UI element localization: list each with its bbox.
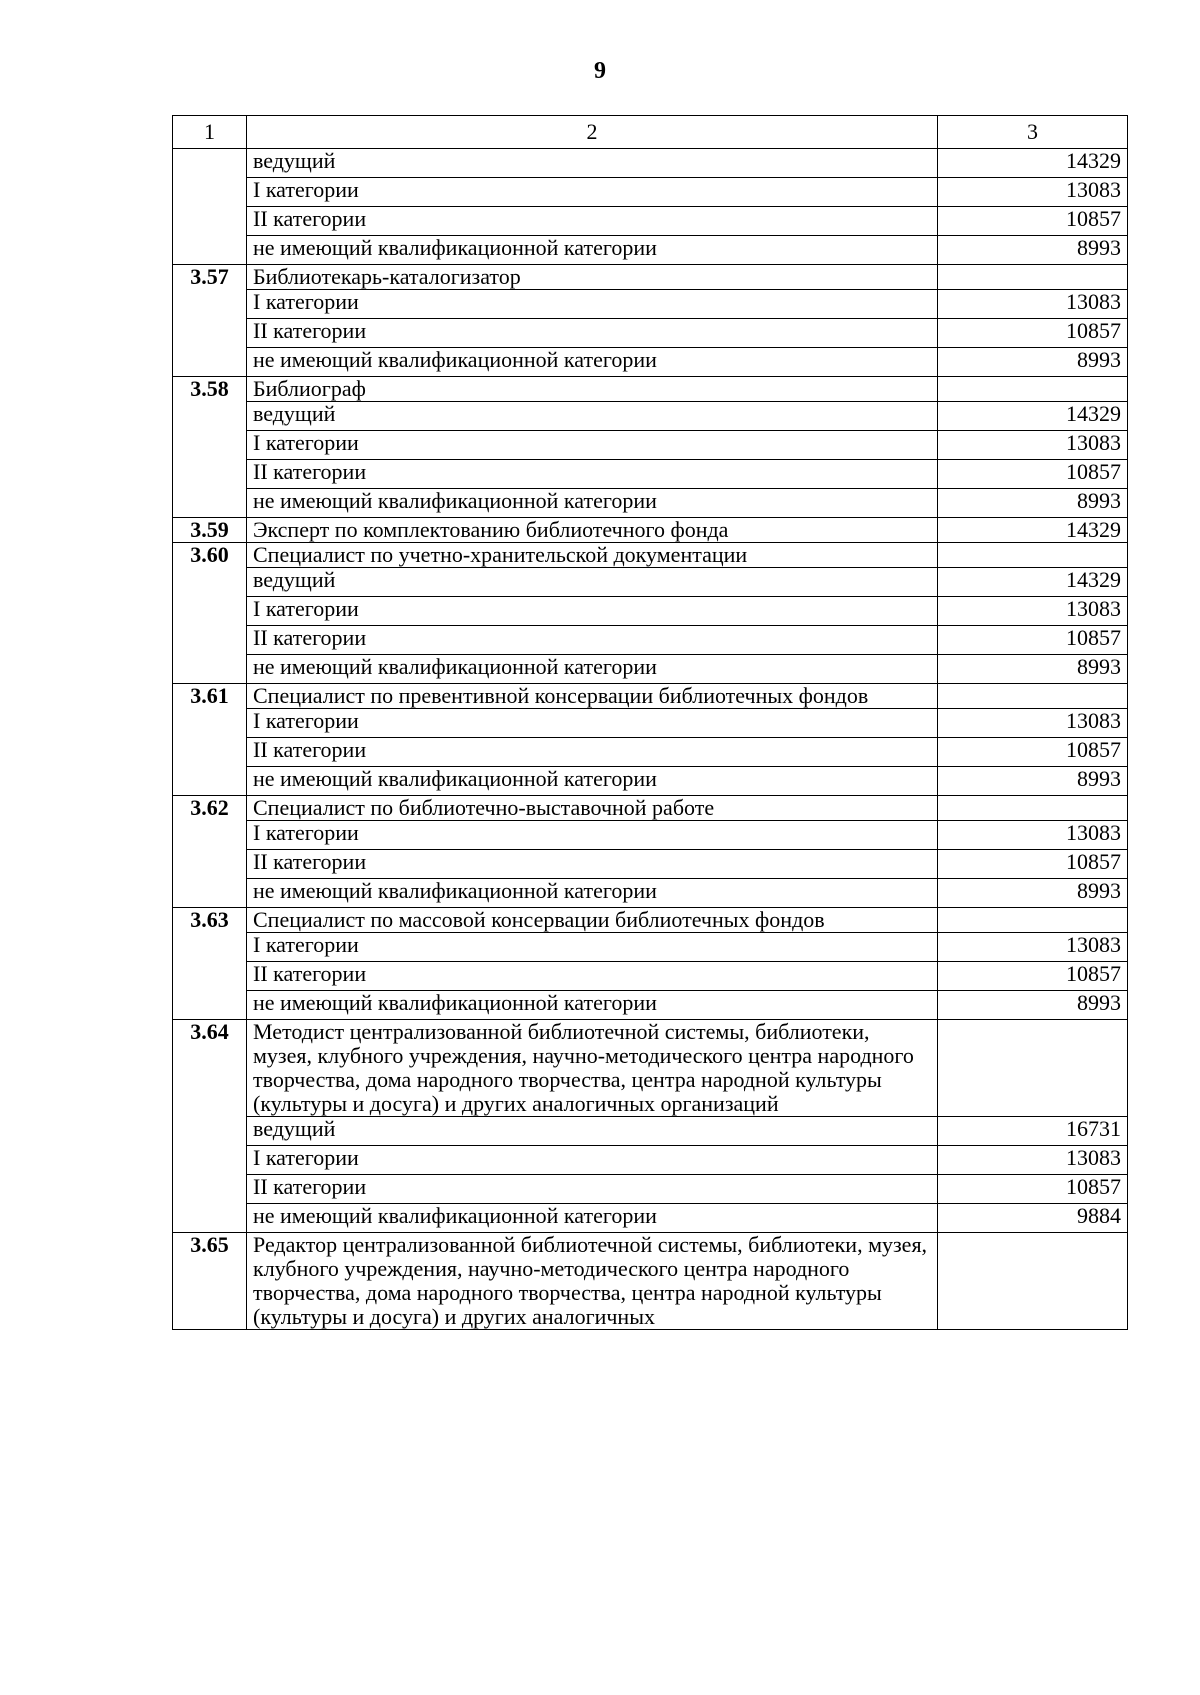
sub-row bbox=[173, 207, 1128, 236]
sub-row-value: 10857 bbox=[938, 962, 1128, 991]
sub-row-label: ведущий bbox=[247, 402, 938, 431]
entry-row bbox=[173, 684, 1128, 709]
sub-row-value: 8993 bbox=[938, 655, 1128, 684]
entry-number: 3.58 bbox=[173, 377, 247, 518]
entry-number-cell bbox=[173, 149, 247, 265]
sub-row bbox=[173, 1146, 1128, 1175]
entry-name: Специалист по массовой консервации библиотечных фондов bbox=[247, 908, 938, 933]
sub-row bbox=[173, 933, 1128, 962]
sub-row-label: не имеющий квалификационной категории bbox=[247, 879, 938, 908]
sub-row-value: 14329 bbox=[938, 149, 1128, 178]
sub-row-label: II категории bbox=[247, 460, 938, 489]
page-number: 9 bbox=[594, 58, 606, 84]
sub-row-value: 14329 bbox=[938, 568, 1128, 597]
entry-value bbox=[938, 543, 1128, 568]
sub-row-label: II категории bbox=[247, 319, 938, 348]
sub-row-value: 13083 bbox=[938, 1146, 1128, 1175]
entry-name: Библиотекарь-каталогизатор bbox=[247, 265, 938, 290]
sub-row-label: I категории bbox=[247, 431, 938, 460]
sub-row bbox=[173, 236, 1128, 265]
sub-row bbox=[173, 402, 1128, 431]
sub-row-value: 16731 bbox=[938, 1117, 1128, 1146]
sub-row bbox=[173, 149, 1128, 178]
sub-row bbox=[173, 489, 1128, 518]
sub-row-value: 13083 bbox=[938, 290, 1128, 319]
sub-row bbox=[173, 431, 1128, 460]
sub-row bbox=[173, 1117, 1128, 1146]
sub-row-value: 10857 bbox=[938, 626, 1128, 655]
entry-name: Специалист по учетно-хранительской документации bbox=[247, 543, 938, 568]
entry-row bbox=[173, 377, 1128, 402]
sub-row-value: 8993 bbox=[938, 767, 1128, 796]
sub-row-label: ведущий bbox=[247, 149, 938, 178]
sub-row-value: 13083 bbox=[938, 597, 1128, 626]
entry-name: Библиограф bbox=[247, 377, 938, 402]
sub-row-value: 9884 bbox=[938, 1204, 1128, 1233]
sub-row-label: I категории bbox=[247, 709, 938, 738]
sub-row-value: 8993 bbox=[938, 991, 1128, 1020]
sub-row-label: II категории bbox=[247, 1175, 938, 1204]
sub-row bbox=[173, 1175, 1128, 1204]
entry-value bbox=[938, 796, 1128, 821]
entry-value bbox=[938, 1233, 1128, 1330]
entry-value bbox=[938, 1020, 1128, 1117]
sub-row bbox=[173, 290, 1128, 319]
entry-row bbox=[173, 1020, 1128, 1117]
column-header-3: 3 bbox=[938, 116, 1128, 149]
sub-row-label: ведущий bbox=[247, 568, 938, 597]
entry-number: 3.62 bbox=[173, 796, 247, 908]
sub-row bbox=[173, 1204, 1128, 1233]
sub-row-label: I категории bbox=[247, 1146, 938, 1175]
sub-row-value: 10857 bbox=[938, 1175, 1128, 1204]
sub-row-label: не имеющий квалификационной категории bbox=[247, 236, 938, 265]
entry-value bbox=[938, 265, 1128, 290]
sub-row bbox=[173, 879, 1128, 908]
sub-row-label: I категории bbox=[247, 290, 938, 319]
sub-row-value: 10857 bbox=[938, 850, 1128, 879]
sub-row-label: II категории bbox=[247, 207, 938, 236]
sub-row-label: I категории bbox=[247, 933, 938, 962]
sub-row-value: 14329 bbox=[938, 402, 1128, 431]
sub-row-label: ведущий bbox=[247, 1117, 938, 1146]
entry-row bbox=[173, 1233, 1128, 1330]
table-body bbox=[173, 116, 1128, 1330]
sub-row bbox=[173, 460, 1128, 489]
sub-row-label: не имеющий квалификационной категории bbox=[247, 489, 938, 518]
column-header-2: 2 bbox=[247, 116, 938, 149]
entry-number: 3.60 bbox=[173, 543, 247, 684]
sub-row-value: 8993 bbox=[938, 489, 1128, 518]
entry-number: 3.65 bbox=[173, 1233, 247, 1330]
sub-row bbox=[173, 709, 1128, 738]
entry-name: Редактор централизованной библиотечной системы, библиотеки, музея, клубного учреждения, научно-методического центра народного творчества, дома народного творчества, центра народной культуры (культуры и досуга) и других аналогичных bbox=[247, 1233, 938, 1330]
entry-name: Специалист по библиотечно-выставочной работе bbox=[247, 796, 938, 821]
sub-row-value: 10857 bbox=[938, 207, 1128, 236]
entry-name: Специалист по превентивной консервации библиотечных фондов bbox=[247, 684, 938, 709]
sub-row-label: не имеющий квалификационной категории bbox=[247, 767, 938, 796]
sub-row bbox=[173, 850, 1128, 879]
sub-row bbox=[173, 991, 1128, 1020]
sub-row-label: I категории bbox=[247, 597, 938, 626]
sub-row-label: I категории bbox=[247, 821, 938, 850]
sub-row-label: II категории bbox=[247, 850, 938, 879]
table-header-row bbox=[173, 116, 1128, 149]
sub-row bbox=[173, 597, 1128, 626]
sub-row bbox=[173, 821, 1128, 850]
entry-row bbox=[173, 518, 1128, 543]
entry-name: Эксперт по комплектованию библиотечного фонда bbox=[247, 518, 938, 543]
column-header-1: 1 bbox=[173, 116, 247, 149]
sub-row bbox=[173, 626, 1128, 655]
entry-number: 3.63 bbox=[173, 908, 247, 1020]
sub-row-value: 8993 bbox=[938, 236, 1128, 265]
sub-row-value: 13083 bbox=[938, 933, 1128, 962]
entry-number: 3.61 bbox=[173, 684, 247, 796]
sub-row-value: 13083 bbox=[938, 709, 1128, 738]
sub-row bbox=[173, 655, 1128, 684]
sub-row bbox=[173, 568, 1128, 597]
entry-number: 3.59 bbox=[173, 518, 247, 543]
sub-row bbox=[173, 738, 1128, 767]
sub-row bbox=[173, 178, 1128, 207]
sub-row-label: II категории bbox=[247, 738, 938, 767]
sub-row bbox=[173, 319, 1128, 348]
entry-row bbox=[173, 908, 1128, 933]
salary-table bbox=[172, 115, 1128, 1330]
sub-row bbox=[173, 962, 1128, 991]
sub-row-value: 13083 bbox=[938, 431, 1128, 460]
sub-row-value: 10857 bbox=[938, 738, 1128, 767]
entry-number: 3.64 bbox=[173, 1020, 247, 1233]
entry-number: 3.57 bbox=[173, 265, 247, 377]
sub-row-label: не имеющий квалификационной категории bbox=[247, 655, 938, 684]
entry-value bbox=[938, 684, 1128, 709]
entry-value: 14329 bbox=[938, 518, 1128, 543]
entry-row bbox=[173, 543, 1128, 568]
sub-row bbox=[173, 348, 1128, 377]
entry-value bbox=[938, 377, 1128, 402]
sub-row-label: не имеющий квалификационной категории bbox=[247, 1204, 938, 1233]
entry-name: Методист централизованной библиотечной системы, библиотеки, музея, клубного учреждения, научно-методического центра народного творчества, дома народного творчества, центра народной культуры (культуры и досуга) и других аналогичных организаций bbox=[247, 1020, 938, 1117]
sub-row-value: 10857 bbox=[938, 319, 1128, 348]
sub-row-label: I категории bbox=[247, 178, 938, 207]
sub-row-value: 8993 bbox=[938, 348, 1128, 377]
sub-row-label: II категории bbox=[247, 626, 938, 655]
sub-row bbox=[173, 767, 1128, 796]
sub-row-label: II категории bbox=[247, 962, 938, 991]
sub-row-value: 10857 bbox=[938, 460, 1128, 489]
sub-row-value: 13083 bbox=[938, 178, 1128, 207]
entry-row bbox=[173, 796, 1128, 821]
sub-row-value: 8993 bbox=[938, 879, 1128, 908]
sub-row-label: не имеющий квалификационной категории bbox=[247, 348, 938, 377]
sub-row-label: не имеющий квалификационной категории bbox=[247, 991, 938, 1020]
sub-row-value: 13083 bbox=[938, 821, 1128, 850]
entry-row bbox=[173, 265, 1128, 290]
entry-value bbox=[938, 908, 1128, 933]
